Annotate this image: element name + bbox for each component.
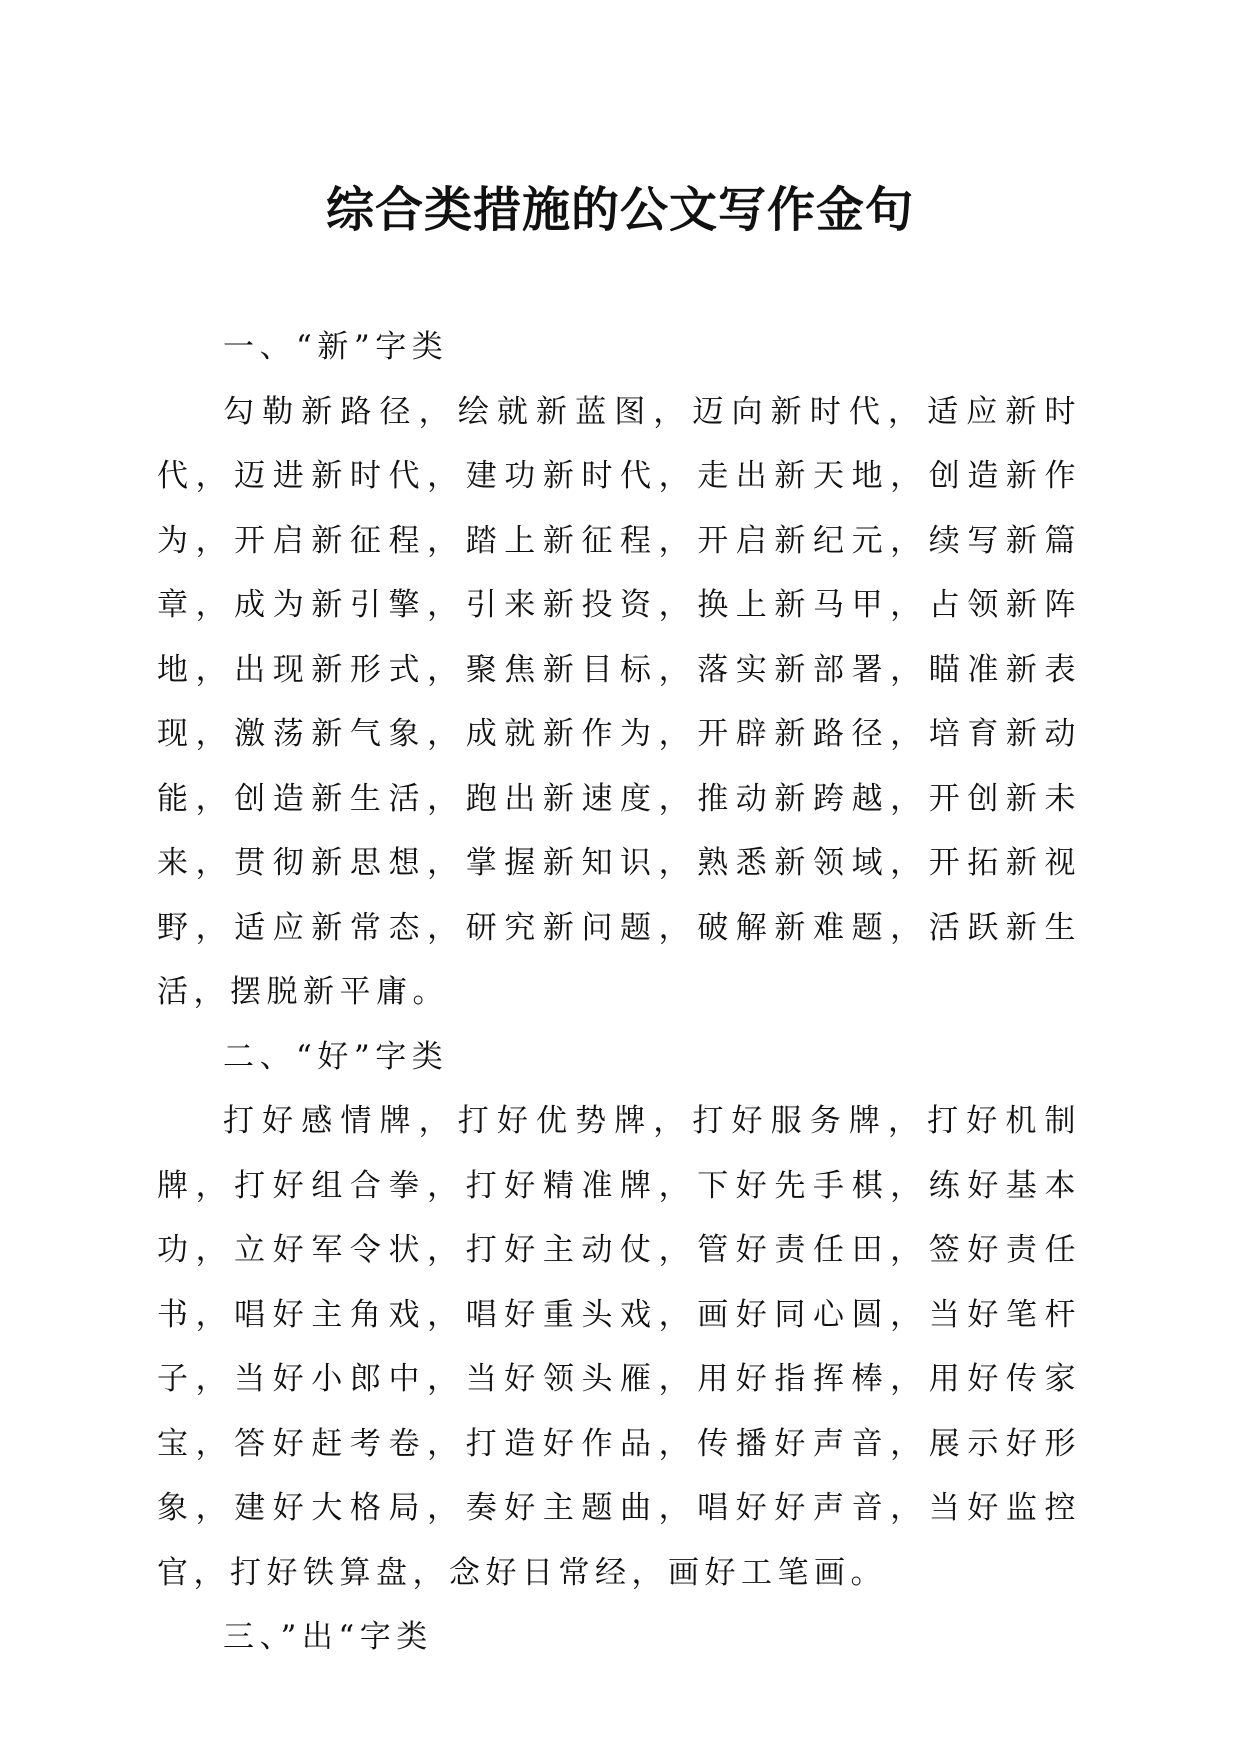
section-heading-3: 三、”出“字类 — [223, 1619, 433, 1655]
section-paragraph-2: 打好感情牌，打好优势牌，打好服务牌，打好机制牌，打好组合拳，打好精准牌，下好先手棋，练好基本功，立好军令状，打好主动仗，管好责任田，签好责任书，唱好主角戏，唱好重头戏，画好同心圆，当好笔杆子，当好小郎中，当好领头雁，用好指挥棒，用好传家宝，答好赶考卷，打造好作品，传播好声音，展示好形象，建好大格局，奏好主题曲，唱好好声音，当好监控官，打好铁算盘，念好日常经，画好工笔画。 — [157, 1103, 1081, 1591]
section-heading-1: 一、“新”字类 — [223, 329, 449, 365]
document-title: 综合类措施的公文写作金句 — [325, 182, 914, 238]
document-body — [157, 315, 1081, 1670]
section-paragraph-1: 勾勒新路径，绘就新蓝图，迈向新时代，适应新时代，迈进新时代，建功新时代，走出新天地，创造新作为，开启新征程，踏上新征程，开启新纪元，续写新篇章，成为新引擎，引来新投资，换上新马甲，占领新阵地，出现新形式，聚焦新目标，落实新部署，瞄准新表现，激荡新气象，成就新作为，开辟新路径，培育新动能，创造新生活，跑出新速度，推动新跨越，开创新未来，贯彻新思想，掌握新知识，熟悉新领域，开拓新视野，适应新常态，研究新问题，破解新难题，活跃新生活，摆脱新平庸。 — [157, 393, 1081, 1010]
section-heading-2: 二、“好”字类 — [223, 1038, 449, 1075]
